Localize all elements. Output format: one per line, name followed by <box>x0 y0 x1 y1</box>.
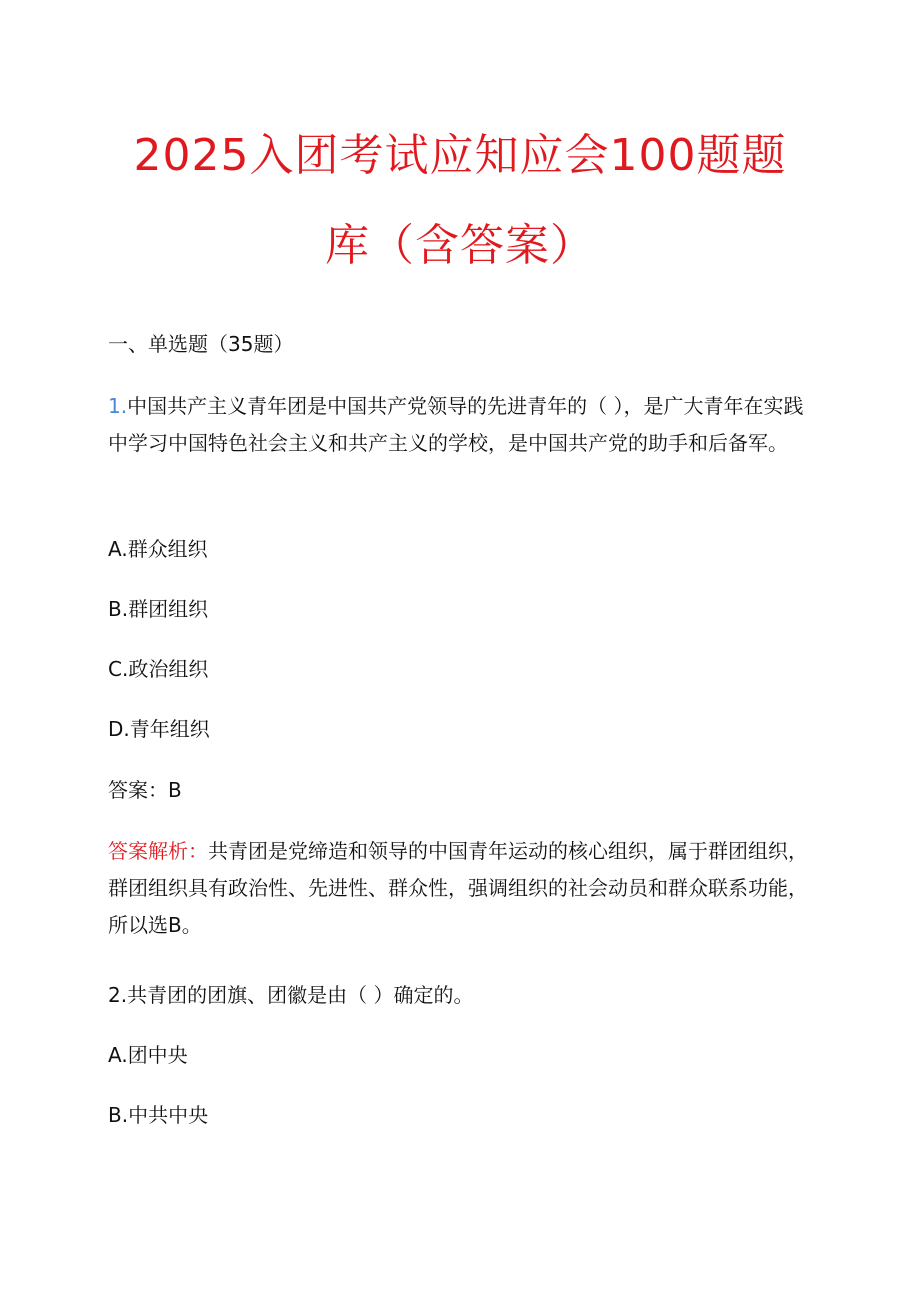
question-1-text: 中国共产主义青年团是中国共产党领导的先进青年的（ ），是广大青年在实践中学习中国特色社会主义和共产主义的学校，是中国共产党的助手和后备军。 <box>108 394 804 455</box>
question-1-number: 1. <box>108 394 128 418</box>
question-2-number: 2. <box>108 983 128 1007</box>
document-title-line-1: 2025入团考试应知应会100题题 <box>133 130 787 181</box>
question-1-option-a: A.群众组织 <box>108 537 208 561</box>
question-1-option-b: B.群团组织 <box>108 597 209 621</box>
analysis-label: 答案解析： <box>108 839 208 863</box>
section-heading: 一、单选题（35题） <box>108 332 294 356</box>
question-1-answer: 答案：B <box>108 778 182 802</box>
question-1-option-c: C.政治组织 <box>108 657 209 681</box>
question-1-option-d: D.青年组织 <box>108 717 210 741</box>
question-1 <box>108 388 820 462</box>
question-1-analysis <box>108 833 820 944</box>
question-2-option-a: A.团中央 <box>108 1043 188 1067</box>
analysis-text: 共青团是党缔造和领导的中国青年运动的核心组织，属于群团组织，群团组织具有政治性、先进性、群众性，强调组织的社会动员和群众联系功能，所以选B。 <box>108 839 808 937</box>
question-2 <box>108 985 473 1005</box>
question-2-option-b: B.中共中央 <box>108 1103 209 1127</box>
question-2-text: 共青团的团旗、团徽是由（ ）确定的。 <box>127 983 474 1007</box>
document-title-line-2: 库（含答案） <box>325 220 595 271</box>
